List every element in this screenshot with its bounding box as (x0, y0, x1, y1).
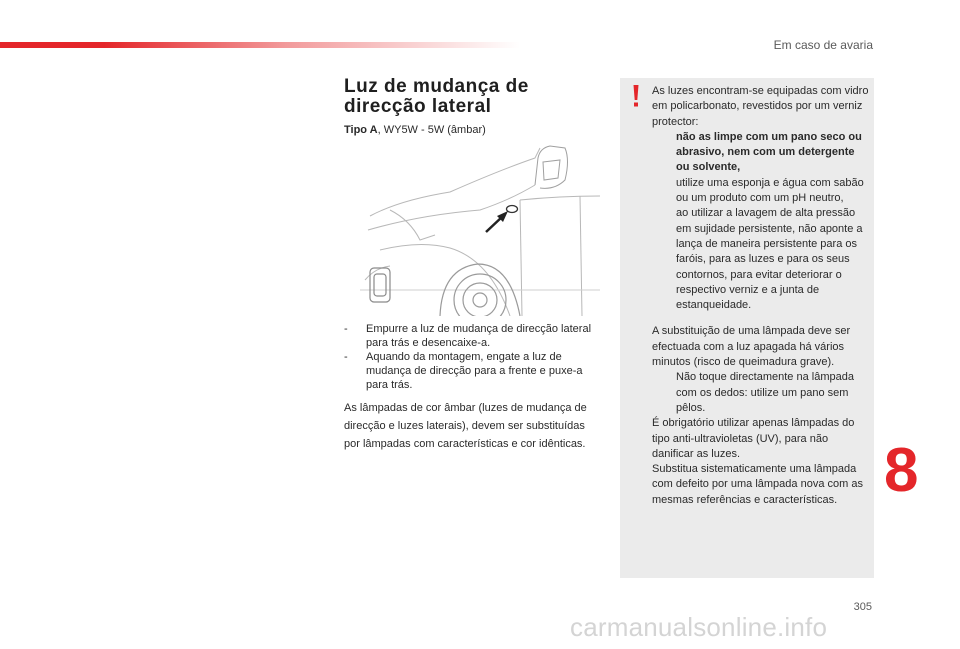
bulb-type-value: , WY5W - 5W (âmbar) (377, 124, 486, 136)
header-accent-bar (0, 42, 520, 48)
replace-advice: Substitua sistematicamente uma lâmpada com defeito por uma lâmpada nova com as mesmas referências e características. (652, 463, 863, 506)
warning-panel (620, 78, 874, 578)
watermark: carmanualsonline.info (570, 612, 828, 642)
exclamation-icon (629, 84, 643, 108)
amber-bulb-note: As lâmpadas de cor âmbar (luzes de mudança de direcção e luzes laterais), devem ser substituídas por lâmpadas com características e cor idênticas. (344, 402, 587, 450)
heat-bullets (652, 370, 870, 416)
list-item: não as limpe com um pano seco ou abrasivo, nem com um detergente ou solvente, (676, 130, 862, 174)
list-item: ao utilizar a lavagem de alta pressão em sujidade persistente, não aponte a lança de maneira persistente para os faróis, para as luzes e para os seus contornos, para evitar deteriorar o respectivo verniz e a junta de estanqueidade. (676, 207, 863, 312)
list-item: utilize uma esponja e água com sabão ou um produto com um pH neutro, (676, 176, 864, 205)
section-title: Em caso de avaria (773, 38, 873, 52)
page-number: 305 (853, 601, 872, 613)
chapter-number: 8 (884, 436, 919, 505)
list-item: - Empurre a luz de mudança de direcção lateral para trás e desencaixe-a. (344, 323, 592, 349)
list-item: Não toque directamente na lâmpada com os dedos: utilize um pano sem pêlos. (676, 371, 854, 414)
pointer-arrow-icon (486, 211, 508, 232)
page-title: Luz de mudança de direcção lateral (344, 76, 529, 117)
bulb-type-line (344, 124, 486, 136)
bulb-type-label: Tipo A (344, 124, 378, 136)
uv-warning: É obrigatório utilizar apenas lâmpadas do tipo anti-ultravioletas (UV), para não danificar as luzes. (652, 417, 855, 460)
warning-intro: As luzes encontram-se equipadas com vidro em policarbonato, revestidos por um verniz protector: (652, 85, 869, 128)
cleaning-bullets (652, 130, 870, 314)
removal-steps-list (344, 322, 594, 392)
heat-warning: A substituição de uma lâmpada deve ser efectuada com a luz apagada há vários minutos (risco de queimadura grave). (652, 325, 851, 369)
list-item: - Aquando da montagem, engate a luz de mudança de direcção para a frente e puxe-a para trás. (344, 351, 583, 391)
warning-content (652, 84, 870, 508)
indicator-light-marker (507, 206, 518, 213)
side-indicator-illustration (360, 140, 600, 316)
